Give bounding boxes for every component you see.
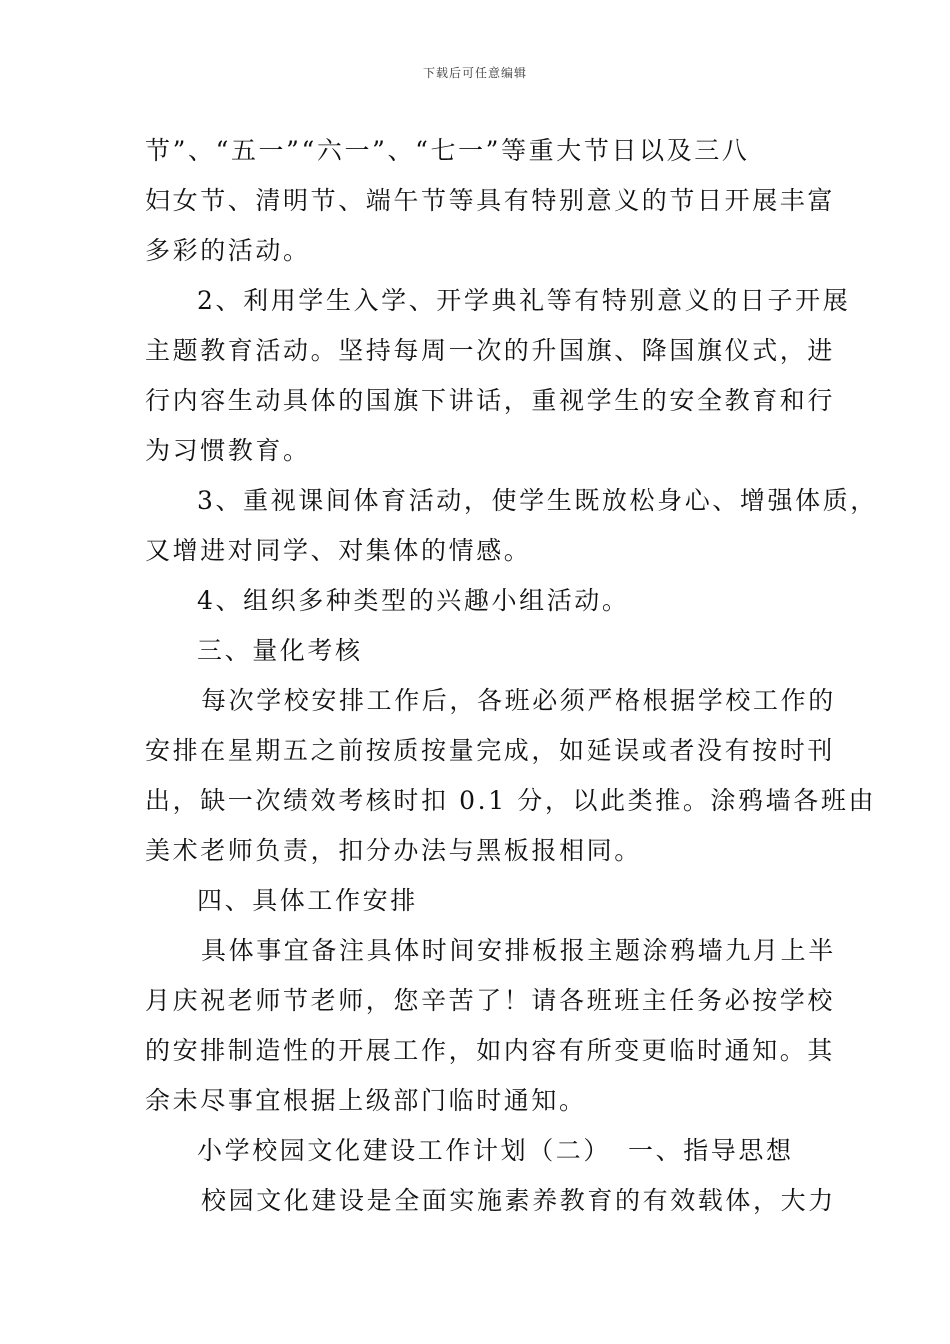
plan-title-line bbox=[145, 1126, 815, 1176]
paragraph-line: 美术老师负责，扣分办法与黑板报相同。 bbox=[145, 836, 642, 865]
paragraph-line: 校园文化建设是全面实施素养教育的有效载体，大力 bbox=[201, 1186, 836, 1215]
paragraph-line: 的安排制造性的开展工作，如内容有所变更临时通知。其 bbox=[145, 1036, 836, 1065]
paragraph-line: 多彩的活动。 bbox=[145, 236, 311, 265]
paragraph-line: 3、重视课间体育活动，使学生既放松身心、增强体质， bbox=[197, 486, 878, 515]
paragraph-line: 具体事宜备注具体时间安排板报主题涂鸦墙九月上半 bbox=[201, 936, 836, 965]
section-heading-quantitative-assessment: 三、量化考核 bbox=[197, 636, 363, 665]
paragraph-line: 主题教育活动。坚持每周一次的升国旗、降国旗仪式，进 bbox=[145, 336, 836, 365]
paragraph-line: 行内容生动具体的国旗下讲话，重视学生的安全教育和行 bbox=[145, 386, 836, 415]
paragraph-line: 节”、“五一”“六一”、“七一”等重大节日以及三八 bbox=[145, 136, 750, 165]
paragraph-line: 妇女节、清明节、端午节等具有特别意义的节日开展丰富 bbox=[145, 186, 836, 215]
section-heading-work-arrangement: 四、具体工作安排 bbox=[197, 886, 418, 915]
section-heading-guiding-ideology: 一、指导思想 bbox=[628, 1136, 794, 1165]
paragraph-line: 每次学校安排工作后，各班必须严格根据学校工作的 bbox=[201, 686, 836, 715]
paragraph-line: 月庆祝老师节老师，您辛苦了！请各班班主任务必按学校 bbox=[145, 986, 836, 1015]
page-header: 下载后可任意编辑 bbox=[422, 66, 527, 80]
paragraph-line: 又增进对同学、对集体的情感。 bbox=[145, 536, 532, 565]
paragraph-line: 4、组织多种类型的兴趣小组活动。 bbox=[197, 586, 630, 615]
document-body bbox=[145, 126, 878, 1226]
paragraph-line: 为习惯教育。 bbox=[145, 436, 311, 465]
paragraph-line: 安排在星期五之前按质按量完成，如延误或者没有按时刊 bbox=[145, 736, 836, 765]
paragraph-line: 余未尽事宜根据上级部门临时通知。 bbox=[145, 1086, 587, 1115]
plan-title: 小学校园文化建设工作计划（二） bbox=[197, 1136, 612, 1165]
paragraph-line: 出，缺一次绩效考核时扣 0.1 分，以此类推。涂鸦墙各班由 bbox=[145, 786, 877, 815]
paragraph-line: 2、利用学生入学、开学典礼等有特别意义的日子开展 bbox=[197, 286, 851, 315]
